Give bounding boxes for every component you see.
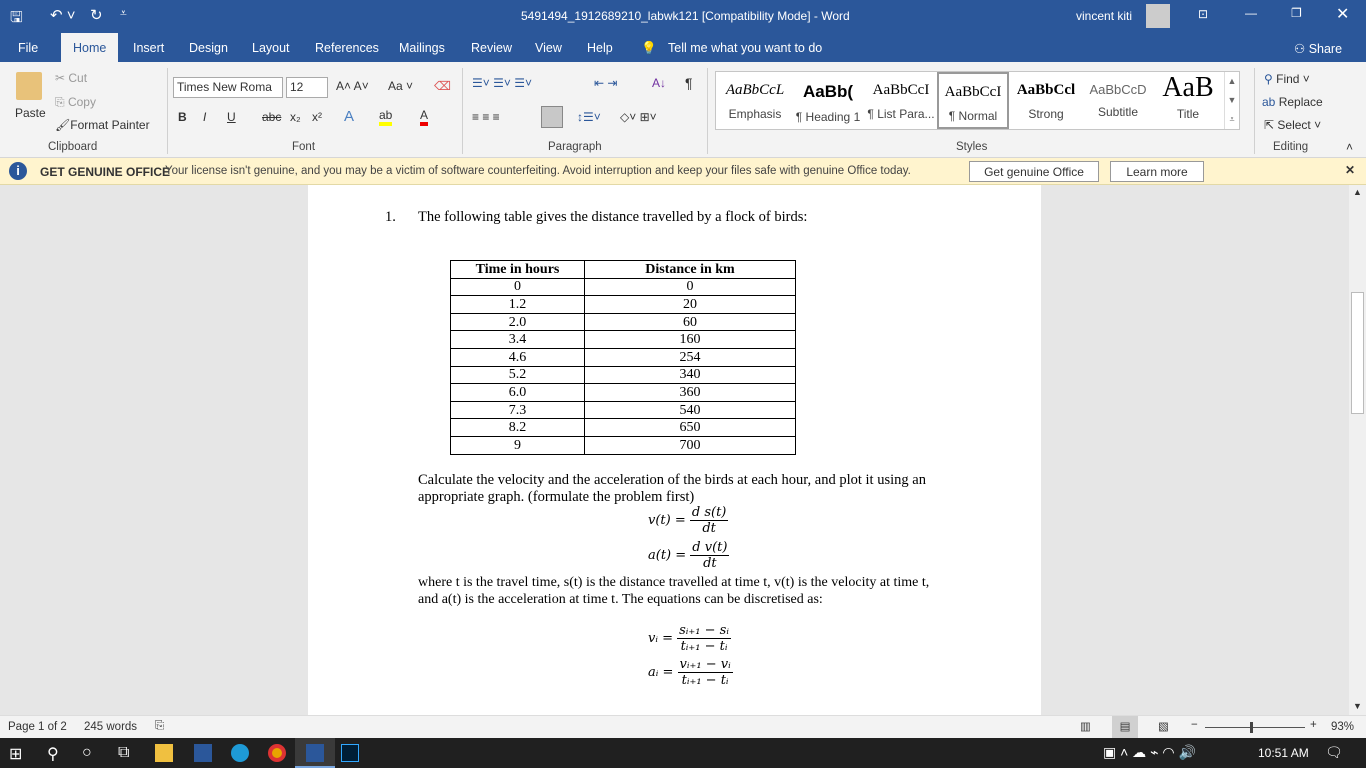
style-preview: AaBbCcL — [725, 82, 785, 98]
style-preview: AaBbCcI — [944, 84, 1002, 100]
table-row — [451, 436, 796, 454]
photoshop-icon[interactable] — [341, 744, 359, 762]
find-button[interactable]: ⚲ Find ˅ — [1264, 72, 1310, 86]
select-button[interactable]: ⇱ Select ˅ — [1264, 118, 1322, 132]
velocity-equation — [648, 505, 728, 536]
tab-layout[interactable]: Layout — [252, 41, 290, 55]
table-cell: 8.2 — [451, 419, 585, 437]
underline-icon[interactable]: U — [227, 110, 236, 124]
avatar[interactable] — [1146, 4, 1170, 28]
style-strong[interactable] — [1010, 72, 1082, 129]
style-normal[interactable] — [937, 72, 1009, 129]
customize-qat-icon[interactable]: ⩡ — [120, 6, 127, 20]
vertical-scrollbar[interactable] — [1349, 185, 1366, 715]
zoom-level[interactable]: 93% — [1331, 721, 1355, 733]
bold-icon[interactable]: B — [178, 110, 187, 124]
table-row — [451, 331, 796, 349]
tab-review[interactable]: Review — [471, 41, 512, 55]
subscript-icon[interactable]: x₂ — [290, 110, 301, 124]
sort-icon[interactable]: A↓ — [652, 76, 667, 90]
pilcrow-icon[interactable]: ¶ — [685, 75, 693, 91]
style-heading-1[interactable] — [792, 72, 864, 129]
style-name: Emphasis — [728, 107, 782, 121]
table-cell: 254 — [585, 348, 796, 366]
eq-numerator: vᵢ₊₁ − vᵢ — [679, 657, 731, 672]
font-size-dropdown[interactable]: 12 — [286, 77, 328, 98]
print-layout-icon[interactable]: ▤ — [1112, 716, 1138, 738]
eq-lhs: v(t) = — [648, 513, 686, 528]
style-preview: AaB — [1162, 72, 1214, 103]
text-effects-icon[interactable]: A — [344, 108, 355, 125]
replace-label: Replace — [1278, 95, 1323, 109]
acceleration-equation — [648, 540, 729, 571]
learn-more-button[interactable]: Learn more — [1110, 161, 1204, 182]
edge-icon[interactable] — [231, 744, 249, 762]
eq-numerator: d s(t) — [691, 505, 727, 520]
eq-lhs: vᵢ = — [648, 631, 673, 646]
table-cell: 6.0 — [451, 384, 585, 402]
zoom-slider[interactable] — [1205, 727, 1305, 728]
discrete-velocity-equation — [648, 623, 731, 654]
where-text-1: where t is the travel time, s(t) is the distance travelled at time t, v(t) is the velocity at time t, — [418, 575, 930, 590]
close-icon[interactable]: ✕ — [1336, 6, 1350, 23]
italic-icon[interactable]: I — [203, 110, 207, 124]
styles-scroll[interactable]: ▲ ▼ ⩡ — [1224, 72, 1239, 129]
search-icon[interactable]: ⚲ — [47, 746, 59, 763]
tab-mailings[interactable]: Mailings — [399, 41, 445, 55]
copy-label: Copy — [67, 95, 96, 109]
table-cell: 60 — [585, 313, 796, 331]
task-view-icon[interactable]: ⧉ — [118, 744, 130, 761]
collapse-ribbon-icon[interactable]: ˄ — [1346, 140, 1354, 154]
cut-label: Cut — [68, 71, 88, 85]
zoom-out-icon[interactable]: − — [1191, 719, 1198, 731]
table-cell: 700 — [585, 436, 796, 454]
replace-button[interactable] — [1262, 95, 1323, 109]
justify-icon[interactable] — [541, 106, 563, 128]
table-cell: 3.4 — [451, 331, 585, 349]
style-subtitle[interactable] — [1082, 72, 1154, 129]
paragraph-group-label: Paragraph — [548, 141, 602, 153]
birds-distance-table — [450, 260, 796, 455]
style-name: ¶ Normal — [948, 109, 998, 123]
undo-icon[interactable]: ↶ ˅ — [50, 7, 76, 24]
word-icon — [306, 744, 324, 762]
superscript-icon[interactable]: x² — [312, 110, 322, 124]
table-row — [451, 366, 796, 384]
scroll-up-icon[interactable]: ▲ — [1353, 187, 1362, 197]
discrete-acceleration-equation — [648, 657, 733, 688]
style-preview: AaBbCcI — [872, 82, 930, 98]
get-genuine-office-button[interactable]: Get genuine Office — [969, 161, 1099, 182]
where-text-2: and a(t) is the acceleration at time t. The equations can be discretised as: — [418, 592, 823, 607]
align-icons[interactable]: ≡ ≡ ≡ — [472, 110, 500, 124]
task-text-2: appropriate graph. (formulate the problem first) — [418, 489, 695, 505]
find-label: Find — [1276, 72, 1300, 86]
share-button[interactable] — [1294, 41, 1342, 56]
eq-numerator: d v(t) — [692, 540, 728, 555]
table-cell: 9 — [451, 436, 585, 454]
eq-denominator: dt — [702, 521, 716, 536]
table-cell: 0 — [585, 278, 796, 296]
chrome-icon[interactable] — [268, 744, 286, 762]
tab-view[interactable]: View — [535, 41, 562, 55]
table-row — [451, 348, 796, 366]
style-name: Title — [1176, 107, 1200, 121]
style-list-paragraph[interactable] — [865, 72, 937, 129]
table-row — [451, 419, 796, 437]
indent-icons[interactable]: ⇤ ⇥ — [594, 76, 618, 90]
paste-icon[interactable] — [16, 72, 42, 100]
table-cell: 360 — [585, 384, 796, 402]
table-cell: 20 — [585, 296, 796, 314]
editing-group-label: Editing — [1273, 141, 1309, 153]
font-group-label: Font — [292, 141, 316, 153]
windows-start-icon[interactable]: ⊞ — [9, 746, 23, 763]
intro-text: The following table gives the distance travelled by a flock of birds: — [418, 209, 808, 225]
info-icon: i — [9, 162, 27, 180]
zoom-in-icon[interactable]: + — [1310, 719, 1317, 731]
banner-title: GET GENUINE OFFICE — [40, 165, 171, 179]
read-mode-icon[interactable]: ▥ — [1080, 721, 1091, 733]
tab-insert[interactable]: Insert — [133, 41, 165, 55]
minimize-icon[interactable]: — — [1245, 6, 1257, 20]
task-text-1: Calculate the velocity and the acceleration of the birds at each hour, and plot it using an — [418, 472, 926, 488]
eq-lhs: aᵢ = — [648, 665, 674, 680]
document-page[interactable] — [308, 185, 1041, 715]
tray-icons[interactable]: ▣ ˄ ☁ ⌁ ◠ 🔊 — [1103, 744, 1196, 760]
genuine-office-banner — [0, 158, 1366, 185]
restore-icon[interactable]: ❐ — [1291, 6, 1302, 20]
tab-home[interactable]: Home — [61, 33, 118, 62]
paste-button[interactable]: Paste — [15, 106, 46, 120]
eq-denominator: dt — [703, 556, 717, 571]
style-name: Subtitle — [1097, 105, 1139, 119]
eq-numerator: sᵢ₊₁ − sᵢ — [679, 623, 729, 638]
tab-design[interactable]: Design — [189, 41, 228, 55]
table-cell: 4.6 — [451, 348, 585, 366]
format-painter-label: Format Painter — [70, 118, 150, 132]
window-title: 5491494_1912689210_labwk121 [Compatibility Mode] - Word — [521, 9, 850, 23]
person-icon: ⚇ — [1294, 42, 1309, 56]
word-pinned-icon[interactable] — [194, 744, 212, 762]
style-name: ¶ Heading 1 — [795, 110, 861, 124]
table-cell: 5.2 — [451, 366, 585, 384]
proofing-icon[interactable]: ⎘ — [155, 720, 165, 732]
clipboard-group-label: Clipboard — [48, 141, 98, 153]
font-name-dropdown[interactable]: Times New Roma — [173, 77, 283, 98]
word-count[interactable]: 245 words — [84, 721, 138, 733]
bullets-icon[interactable]: ☰˅ ☰˅ ☰˅ — [472, 76, 532, 90]
banner-message: Your license isn't genuine, and you may be a victim of software counterfeiting. Avoid interruption and keep your files safe with genuine Office today. — [165, 165, 911, 177]
table-cell: 1.2 — [451, 296, 585, 314]
user-name[interactable]: vincent kiti — [1076, 9, 1133, 23]
clear-formatting-icon[interactable]: ⌫ — [434, 79, 451, 93]
table-row — [451, 384, 796, 402]
eq-lhs: a(t) = — [648, 548, 687, 563]
tab-help[interactable]: Help — [587, 41, 613, 55]
cortana-icon[interactable]: ○ — [82, 744, 92, 761]
list-number: 1. — [385, 209, 396, 225]
ribbon — [0, 62, 1366, 158]
select-label: Select — [1277, 118, 1311, 132]
table-row — [451, 401, 796, 419]
cursor-icon: ⇱ — [1264, 118, 1278, 132]
format-painter-button[interactable]: 🖌Format Painter — [55, 118, 150, 132]
style-preview: AaBb( — [802, 82, 854, 101]
table-row — [451, 313, 796, 331]
style-preview: AaBbCcl — [1016, 82, 1076, 98]
strikethrough-icon[interactable]: abc — [262, 110, 282, 124]
table-cell: 2.0 — [451, 313, 585, 331]
share-label: Share — [1308, 42, 1343, 56]
ribbon-tabs — [0, 33, 1366, 62]
lightbulb-icon: 💡 — [641, 41, 657, 55]
table-cell: 540 — [585, 401, 796, 419]
eq-denominator: tᵢ₊₁ − tᵢ — [681, 673, 729, 688]
replace-icon: ab — [1262, 95, 1279, 109]
table-row — [451, 278, 796, 296]
page-count[interactable]: Page 1 of 2 — [8, 721, 67, 733]
web-layout-icon[interactable]: ▧ — [1158, 721, 1169, 733]
table-cell: 650 — [585, 419, 796, 437]
shading-icon[interactable]: ◇˅ ⊞˅ — [620, 110, 657, 124]
ribbon-display-icon[interactable]: ⊡ — [1198, 7, 1209, 21]
highlight-icon[interactable]: ab — [379, 108, 392, 126]
table-cell: 0 — [451, 278, 585, 296]
table-cell: 160 — [585, 331, 796, 349]
word-running-app[interactable] — [295, 738, 335, 768]
line-spacing-icon[interactable]: ↕☰˅ — [577, 110, 601, 124]
table-row — [451, 296, 796, 314]
font-color-icon[interactable]: A — [420, 108, 428, 126]
taskbar — [0, 738, 1366, 768]
copy-button[interactable]: ⎘ Copy — [55, 95, 96, 109]
file-explorer-icon[interactable] — [155, 744, 173, 762]
style-title[interactable] — [1152, 72, 1224, 129]
change-case-icon[interactable]: Aa ˅ — [388, 79, 414, 93]
close-banner-icon[interactable]: ✕ — [1345, 163, 1356, 177]
style-name: ¶ List Para... — [867, 107, 935, 121]
scroll-thumb[interactable] — [1351, 292, 1364, 414]
scroll-down-icon[interactable]: ▼ — [1353, 701, 1362, 711]
save-icon[interactable]: 🖫 — [10, 9, 23, 26]
search-icon: ⚲ — [1264, 72, 1277, 86]
table-header: Distance in km — [585, 261, 796, 279]
style-name: Strong — [1028, 107, 1064, 121]
notifications-icon[interactable]: 🗨 — [1325, 744, 1343, 760]
styles-gallery — [715, 71, 1240, 130]
tell-me-input[interactable]: Tell me what you want to do — [668, 41, 823, 55]
tab-references[interactable]: References — [315, 41, 379, 55]
zoom-slider-thumb[interactable] — [1250, 722, 1253, 733]
table-header: Time in hours — [451, 261, 585, 279]
title-bar — [0, 0, 1366, 33]
style-emphasis[interactable] — [719, 72, 791, 129]
tab-file[interactable]: File — [18, 41, 39, 55]
grow-font-icon[interactable]: A˄ A˅ — [336, 79, 369, 93]
redo-icon[interactable]: ↻ — [90, 7, 103, 24]
table-cell: 340 — [585, 366, 796, 384]
clock[interactable]: 10:51 AM — [1258, 746, 1309, 760]
cut-button[interactable]: ✂ Cut — [55, 71, 88, 85]
eq-denominator: tᵢ₊₁ − tᵢ — [680, 639, 728, 654]
styles-group-label: Styles — [956, 141, 988, 153]
style-preview: AaBbCcD — [1089, 82, 1147, 97]
table-cell: 7.3 — [451, 401, 585, 419]
status-bar — [0, 715, 1366, 738]
